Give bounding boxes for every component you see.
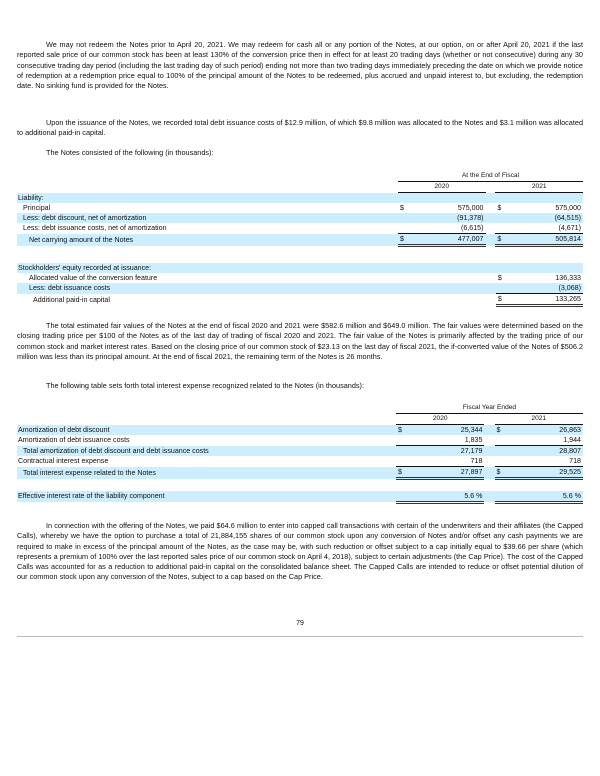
table-row [17, 213, 583, 223]
table-row [17, 435, 583, 446]
row-label: Contractual interest expense [18, 457, 109, 466]
row-label: Total interest expense related to the Notes [17, 467, 396, 479]
liability-section-label: Liability: [17, 193, 398, 204]
value-2021: 28,807 [508, 446, 583, 457]
interest-intro-paragraph [17, 381, 583, 391]
redemption-text: We may not redeem the Notes prior to April 20, 2021. We may redeem for cash all or any portion of the Notes, at our option, on or after April 20, 2021 if the last reported sale price of our common stock has been at least 130% of the conversion price then in effect for at least 20 trading days (whether or not consecutive) during any 30 consecutive trading day period (including the last trading day of such period) ending not more than two trading days immediately preceding the date on which we provide notice of redemption at a redemption price equal to 100% of the principal amount of the Notes to be redeemed, plus accrued and unpaid interest to, but excluding, the redemption date. No sinking fund is provided for the Notes. [17, 40, 583, 91]
value-2020: 575,000 [457, 204, 484, 212]
row-label: Less: debt issuance costs, net of amortization [23, 224, 167, 233]
dollar-sign: $ [496, 294, 509, 306]
fair-value-paragraph [17, 321, 583, 362]
redemption-paragraph [17, 40, 583, 91]
value-2021: 505,814 [508, 234, 583, 246]
value-2021: (4,671) [508, 223, 583, 234]
notes-intro-text: The Notes consisted of the following (in thousands): [46, 148, 214, 157]
value-2021: (64,515) [508, 213, 583, 223]
interest-intro-text: The following table sets forth total interest expense recognized related to the Notes (in thousands): [46, 381, 365, 390]
dollar-sign: $ [497, 204, 502, 212]
value-2020: 477,007 [411, 234, 486, 246]
interest-table-group-header: Fiscal Year Ended [396, 403, 583, 414]
notes-intro-paragraph [17, 148, 583, 158]
fair-value-text: The total estimated fair values of the Notes at the end of fiscal 2020 and 2021 were $582.6 million and $649.0 million. The fair values were determined based on the closing trading price per $100 of the Notes as of the last day of trading of fiscal 2020 and 2021. The fair value of the Notes is primarily affected by the trading price of our common stock and market interest rates. Based on the closing price of our common stock of $23.13 on the last day of fiscal 2021, the if-converted value of the Notes of $506.2 million was less than its principal amount. At the end of fiscal 2021, the remaining term of the Notes is 26 months. [17, 321, 583, 361]
value: 136,333 [555, 274, 581, 282]
row-label: Effective interest rate of the liability component [17, 491, 396, 503]
value-2021: 26,863 [508, 425, 583, 436]
table-row [17, 446, 583, 457]
row-label: Allocated value of the conversion feature [29, 274, 158, 282]
notes-col-2021: 2021 [495, 182, 583, 193]
value-2021: 718 [508, 456, 583, 467]
page-number: 79 [296, 620, 304, 627]
value: 133,265 [509, 294, 583, 306]
table-row [17, 234, 583, 246]
issuance-costs-paragraph [17, 118, 583, 139]
dollar-sign: $ [495, 467, 508, 479]
dollar-sign: $ [399, 204, 404, 212]
value-2020: 27,179 [409, 446, 484, 457]
dollar-sign: $ [398, 234, 411, 246]
table-row [17, 283, 583, 294]
value-2020: 25,344 [409, 425, 484, 436]
dollar-sign: $ [495, 234, 508, 246]
table-row [17, 294, 583, 306]
capped-calls-text: In connection with the offering of the Notes, we paid $64.6 million to enter into capped call transactions with certain of the underwriters and their affiliates (the Capped Calls), whereby we have the option to purchase a total of 21,884,155 shares of our common stock upon any conversion of Notes and/or offset any cash payments we are required to make in excess of the principal amount of the Notes, as the case may be, with such reduction or offset subject to a cap initially equal to $39.66 per share (which represents a premium of 100% over the last reported sales price of our common stock on April 4, 2018), subject to certain adjustments (the Cap Price). The cost of the Capped Calls was accounted for as a reduction to additional paid-in capital on the consolidated balance sheet. The Capped Calls are intended to reduce or offset potential dilution of our common stock upon any conversion of the Notes, subject to a cap based on the Cap Price. [17, 521, 583, 582]
row-label: Additional paid-in capital [33, 295, 110, 304]
rate-2021: 5.6 % [508, 491, 583, 503]
table-row [17, 425, 583, 436]
value-2021: 1,944 [508, 435, 583, 446]
row-label: Principal [23, 204, 51, 212]
table-row [17, 203, 583, 213]
interest-col-2020: 2020 [396, 414, 484, 425]
dollar-sign: $ [396, 467, 409, 479]
footer-divider [17, 636, 583, 637]
table-row [17, 491, 583, 503]
table-row [17, 456, 583, 467]
value-2020: 27,897 [409, 467, 484, 479]
value: (3,068) [509, 283, 583, 294]
table-row [17, 467, 583, 479]
value-2020: 718 [409, 456, 484, 467]
notes-col-2020: 2020 [398, 182, 486, 193]
table-row [17, 273, 583, 283]
notes-table-group-header: At the End of Fiscal [398, 171, 583, 182]
row-label: Total amortization of debt discount and debt issuance costs [17, 446, 396, 457]
notes-table [17, 171, 583, 247]
equity-section-label: Stockholders' equity recorded at issuance: [17, 263, 400, 273]
value-2020: (6,615) [411, 223, 486, 234]
table-row [17, 193, 583, 204]
value-2021: 29,525 [508, 467, 583, 479]
row-label: Less: debt discount, net of amortization [17, 213, 398, 223]
capped-calls-paragraph [17, 521, 583, 583]
equity-table [17, 263, 583, 307]
dollar-sign: $ [497, 274, 502, 282]
value-2021: 575,000 [555, 204, 581, 212]
row-label: Amortization of debt discount [17, 425, 396, 436]
dollar-sign: $ [396, 425, 409, 436]
row-label: Amortization of debt issuance costs [18, 436, 130, 445]
rate-2020: 5.6 % [409, 491, 484, 503]
interest-expense-table [17, 403, 583, 504]
row-label: Net carrying amount of the Notes [17, 234, 398, 246]
issuance-costs-text: Upon the issuance of the Notes, we recorded total debt issuance costs of $12.9 million, of which $9.8 million was allocated to the Notes and $3.1 million was allocated to additional paid-in capital. [17, 118, 583, 138]
dollar-sign: $ [495, 425, 508, 436]
interest-col-2021: 2021 [495, 414, 584, 425]
table-row [17, 223, 583, 234]
row-label: Less: debt issuance costs [17, 283, 400, 294]
value-2020: (91,378) [411, 213, 486, 223]
value-2020: 1,835 [409, 435, 484, 446]
table-row [17, 263, 583, 273]
